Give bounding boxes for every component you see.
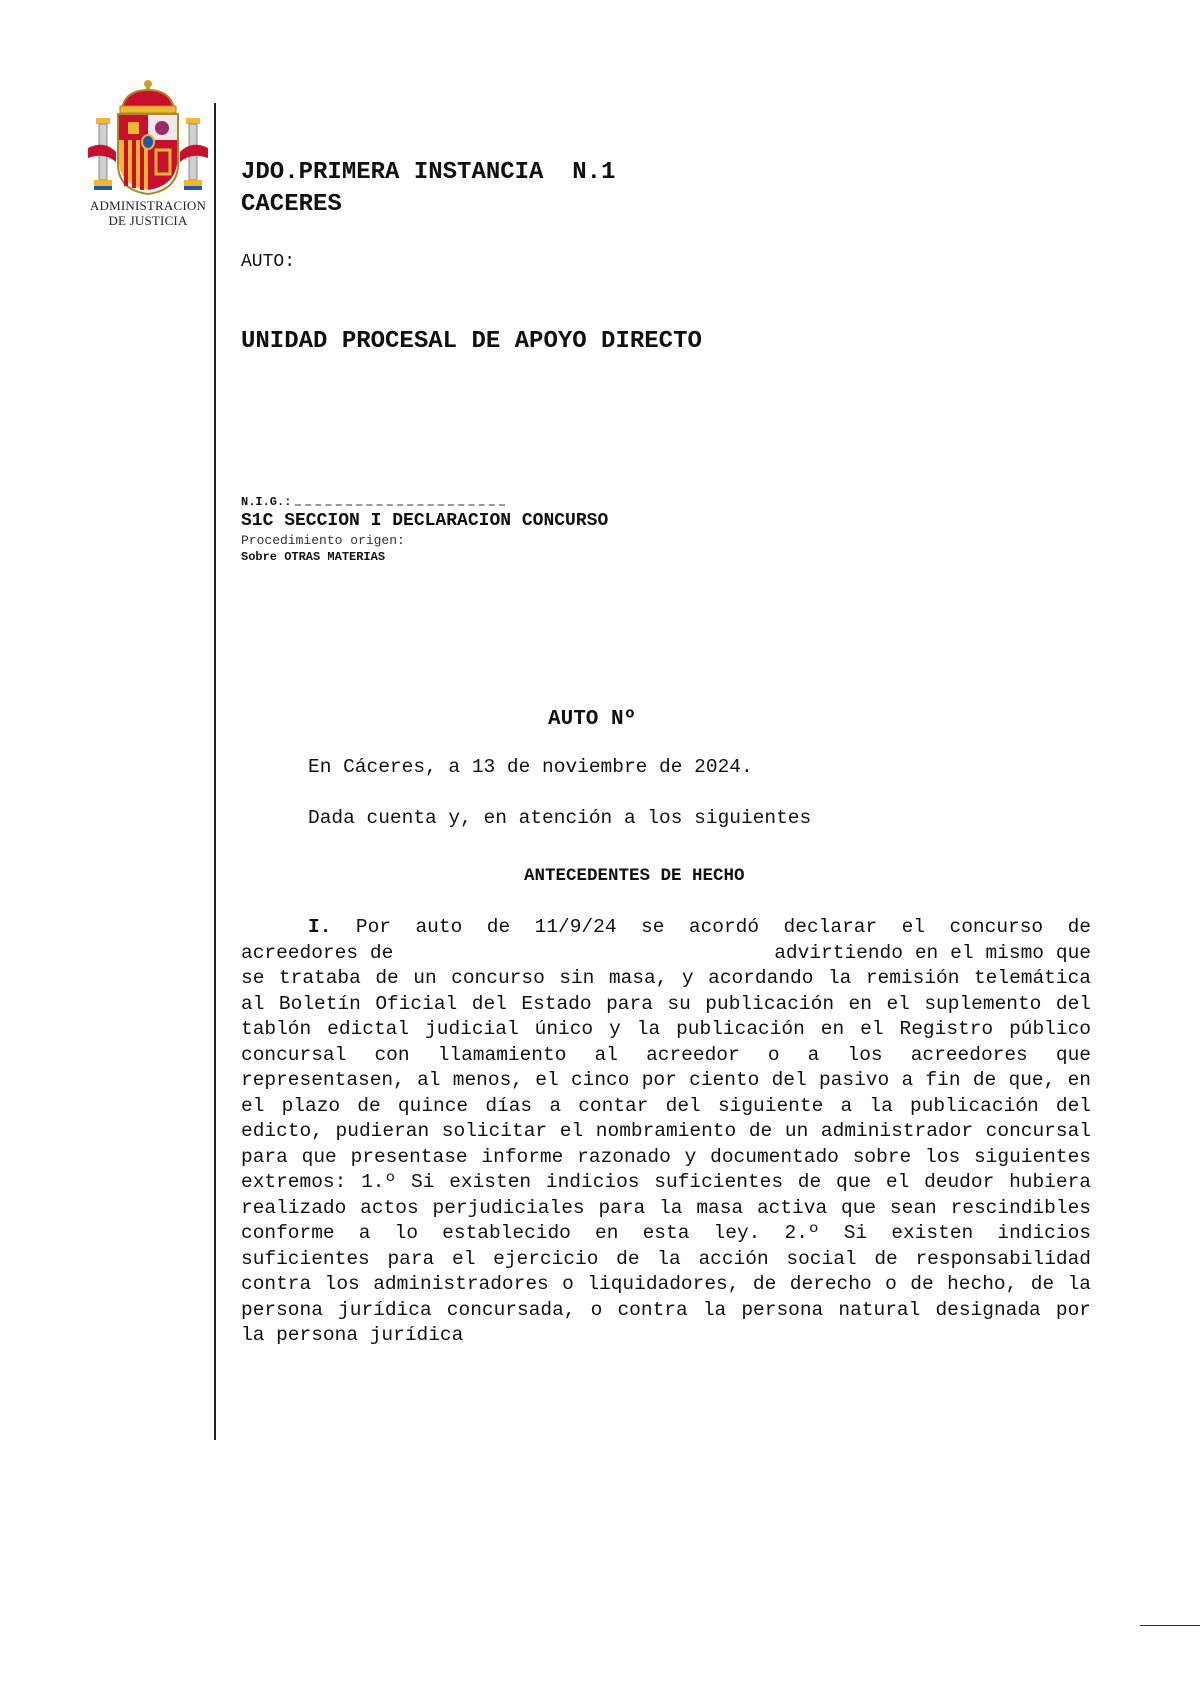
emblem-caption: ADMINISTRACION DE JUSTICIA	[89, 198, 207, 228]
redacted-nig	[295, 498, 505, 506]
margin-rule	[214, 103, 216, 1440]
page-corner-line	[1140, 1625, 1200, 1626]
procedural-unit: UNIDAD PROCESAL DE APOYO DIRECTO	[241, 328, 702, 355]
spanish-coat-of-arms-icon	[86, 78, 210, 196]
nig-line: N.I.G.:	[241, 494, 608, 510]
paragraph-number: I.	[308, 916, 332, 938]
section-heading: ANTECEDENTES DE HECHO	[524, 866, 745, 886]
document-title: AUTO Nº	[548, 708, 637, 731]
paragraph-text: Por auto de 11/9/24 se acordó declarar el concurso de acreedores de advirtiendo en el mismo que se trataba de un concurso sin masa, y acordando la remisión telemática al Boletín Oficial del Estado para su publicación en el suplemento del tablón edictal judicial único y la publicación en el Registro público concursal con llamamiento al acreedor o a los acreedores que representasen, al menos, el cinco por ciento del pasivo a fin de que, en el plazo de quince días a contar del siguiente a la publicación del edicto, pudieran solicitar el nombramiento de un administrador concursal para que presentase informe razonado y documentado sobre los siguientes extremos: 1.º Si existen indicios suficientes de que el deudor hubiera realizado actos perjudiciales para la masa activa que sean rescindibles conforme a lo establecido en esta ley. 2.º Si existen indicios suficientes para el ejercicio de la acción social de responsabilidad contra los administradores o liquidadores, de derecho o de hecho, de la persona jurídica concursada, o contra la persona natural designada por la persona jurídica	[241, 916, 1103, 1346]
court-emblem	[78, 78, 218, 228]
date-line: En Cáceres, a 13 de noviembre de 2024.	[308, 756, 753, 778]
court-name: JDO.PRIMERA INSTANCIA N.1 CACERES	[241, 159, 616, 218]
procedure-origin: Procedimiento origen:	[241, 533, 405, 548]
shield-icon	[118, 114, 178, 194]
case-section: S1C SECCION I DECLARACION CONCURSO	[241, 511, 609, 531]
auto-label: AUTO:	[241, 252, 296, 272]
paragraph-i	[241, 915, 1103, 1349]
crown-icon	[120, 80, 176, 113]
intro-line: Dada cuenta y, en atención a los siguientes	[308, 807, 812, 829]
case-subject: Sobre OTRAS MATERIAS	[241, 550, 386, 564]
case-metadata	[241, 494, 608, 565]
